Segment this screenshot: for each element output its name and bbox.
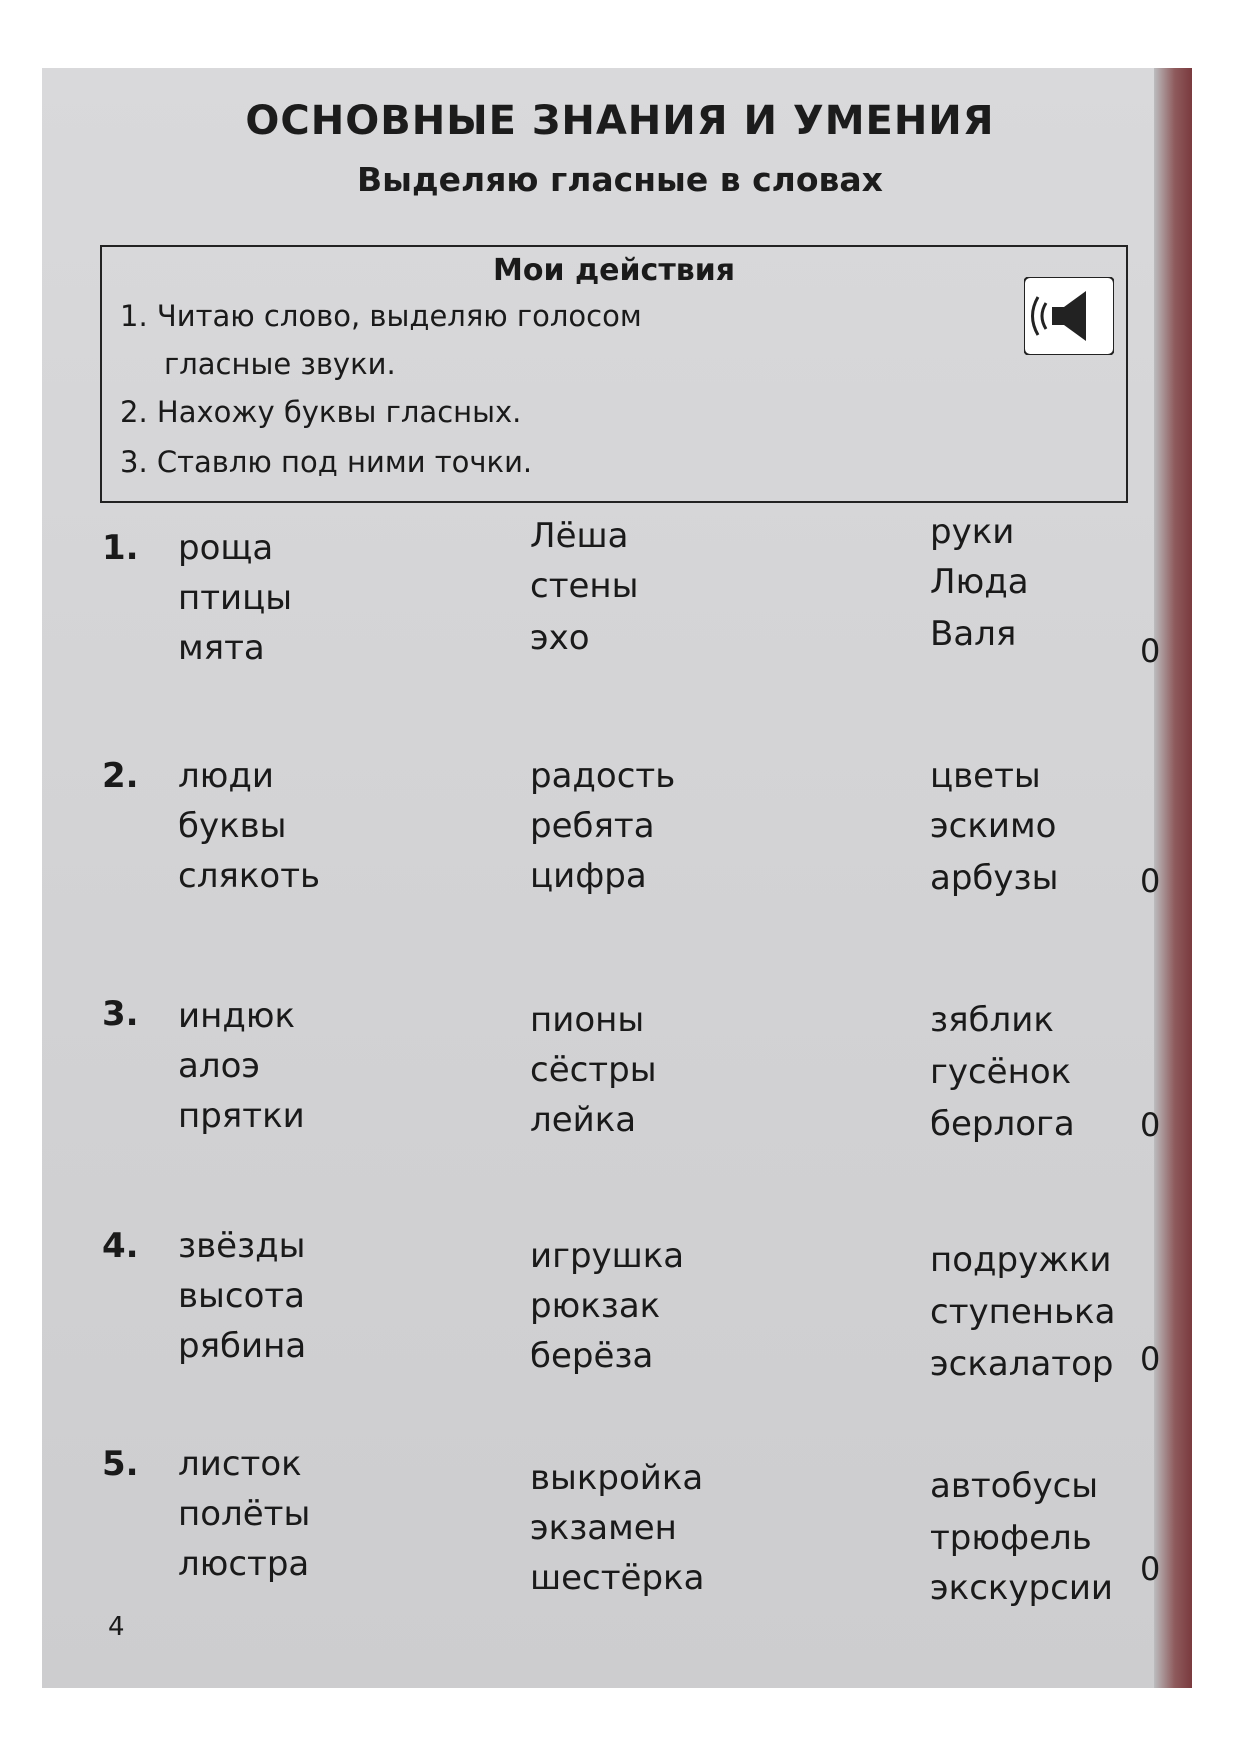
- exercise-word: радость: [530, 756, 676, 796]
- exercise-word: прятки: [178, 1096, 305, 1136]
- exercise-word: берлога: [930, 1104, 1075, 1144]
- score-circle: 0: [1140, 1340, 1161, 1378]
- exercise-word: выкройка: [530, 1458, 704, 1498]
- exercise-word: руки: [930, 512, 1015, 552]
- exercise-word: экзамен: [530, 1508, 677, 1548]
- actions-box: [100, 245, 1128, 503]
- exercise-word: листок: [178, 1444, 302, 1484]
- exercise-number: 3.: [102, 994, 139, 1034]
- exercise-word: гусёнок: [930, 1052, 1072, 1092]
- exercise-word: высота: [178, 1276, 306, 1316]
- exercise-word: эскимо: [930, 806, 1057, 846]
- exercise-word: буквы: [178, 806, 287, 846]
- exercise-word: люди: [178, 756, 274, 796]
- exercise-word: полёты: [178, 1494, 311, 1534]
- exercise-word: арбузы: [930, 858, 1059, 898]
- exercise-word: сёстры: [530, 1050, 657, 1090]
- exercise-word: ребята: [530, 806, 655, 846]
- page-title: ОСНОВНЫЕ ЗНАНИЯ И УМЕНИЯ: [245, 98, 995, 144]
- exercise-word: подружки: [930, 1240, 1112, 1280]
- exercise-word: алоэ: [178, 1046, 261, 1086]
- action-step-1: 1. Читаю слово, выделяю голосом: [120, 299, 642, 333]
- exercise-word: стены: [530, 566, 639, 606]
- exercise-number: 1.: [102, 528, 139, 568]
- exercise-word: экскурсии: [930, 1568, 1114, 1608]
- exercise-number: 2.: [102, 756, 139, 796]
- speaker-icon: [1024, 277, 1114, 355]
- exercise-word: индюк: [178, 996, 295, 1036]
- score-circle: 0: [1140, 1106, 1161, 1144]
- exercise-word: люстра: [178, 1544, 310, 1584]
- exercise-word: мята: [178, 628, 265, 668]
- score-circle: 0: [1140, 1550, 1161, 1588]
- exercise-word: Лёша: [530, 516, 629, 556]
- exercise-word: берёза: [530, 1336, 654, 1376]
- action-step-3: 3. Ставлю под ними точки.: [120, 445, 533, 479]
- exercise-word: Люда: [930, 562, 1029, 602]
- action-step-1-continued: гласные звуки.: [164, 347, 396, 381]
- exercise-word: шестёрка: [530, 1558, 705, 1598]
- exercise-word: цветы: [930, 756, 1041, 796]
- exercise-number: 5.: [102, 1444, 139, 1484]
- exercise-word: автобусы: [930, 1466, 1099, 1506]
- exercise-word: трюфель: [930, 1518, 1092, 1558]
- exercise-word: эскалатор: [930, 1344, 1114, 1384]
- exercise-word: птицы: [178, 578, 293, 618]
- action-step-2: 2. Нахожу буквы гласных.: [120, 395, 522, 429]
- exercise-word: слякоть: [178, 856, 321, 896]
- exercise-word: роща: [178, 528, 274, 568]
- page-subtitle: Выделяю гласные в словах: [357, 160, 883, 199]
- exercise-word: зяблик: [930, 1000, 1054, 1040]
- exercise-word: рябина: [178, 1326, 307, 1366]
- exercise-word: игрушка: [530, 1236, 685, 1276]
- page-number: 4: [108, 1612, 125, 1642]
- exercise-word: цифра: [530, 856, 647, 896]
- score-circle: 0: [1140, 862, 1161, 900]
- exercise-word: лейка: [530, 1100, 637, 1140]
- exercise-word: Валя: [930, 614, 1017, 654]
- score-circle: 0: [1140, 632, 1161, 670]
- exercise-word: эхо: [530, 618, 590, 658]
- exercise-word: рюкзак: [530, 1286, 661, 1326]
- actions-box-title: Мои действия: [493, 253, 735, 288]
- exercise-word: пионы: [530, 1000, 645, 1040]
- exercise-word: ступенька: [930, 1292, 1116, 1332]
- exercise-word: звёзды: [178, 1226, 306, 1266]
- exercise-number: 4.: [102, 1226, 139, 1266]
